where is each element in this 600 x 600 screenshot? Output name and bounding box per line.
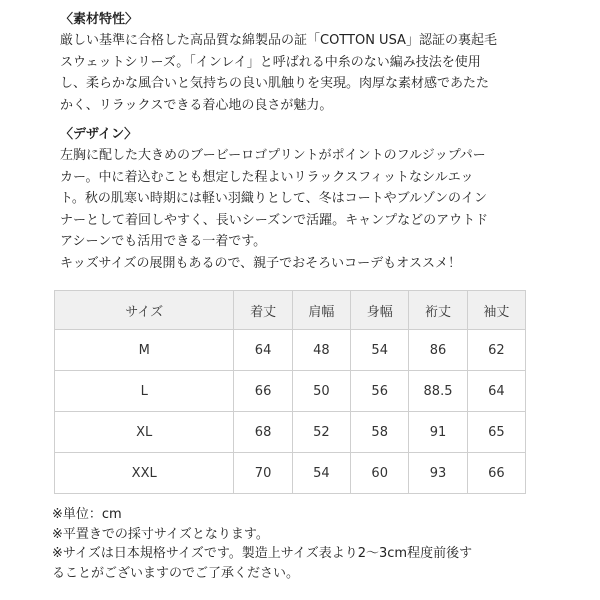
material-text-line: かく、リラックスできる着心地の良さが魅力。 [60, 97, 333, 113]
material-section [60, 10, 580, 116]
header-size: サイズ [55, 291, 234, 330]
size-table [54, 290, 526, 494]
table-cell: 70 [234, 453, 292, 494]
header-shoulder: 肩幅 [292, 291, 350, 330]
design-text-line: カー。中に着込むことも想定した程よいリラックスフィットなシルエッ [60, 169, 474, 185]
table-header-row [55, 291, 526, 330]
table-row [55, 453, 526, 494]
header-yuki: 裄丈 [409, 291, 467, 330]
table-cell: 62 [467, 330, 525, 371]
design-text-line: 左胸に配した大きめのブービーロゴプリントがポイントのフルジップパー [60, 148, 486, 163]
table-cell: 64 [234, 330, 292, 371]
table-cell: 66 [467, 453, 525, 494]
header-length: 着丈 [234, 291, 292, 330]
header-chest: 身幅 [351, 291, 409, 330]
table-cell: 52 [292, 412, 350, 453]
material-text-line: 厳しい基準に合格した高品質な綿製品の証「COTTON USA」認証の裏起毛 [60, 33, 497, 48]
table-cell: 56 [351, 371, 409, 412]
table-cell: 64 [467, 371, 525, 412]
design-title: 〈デザイン〉 [60, 127, 138, 142]
design-text-line: キッズサイズの展開もあるので、親子でおそろいコーデもオススメ！ [60, 255, 462, 271]
design-text-line: ト。秋の肌寒い時期には軽い羽織りとして、冬はコートやブルゾンのイン [60, 191, 488, 206]
material-text-line: スウェットシリーズ。「インレイ」と呼ばれる中糸のない編み技法を使用 [60, 54, 481, 70]
table-row [55, 412, 526, 453]
design-text-line: ナーとして着回しやすく、長いシーズンで活躍。キャンプなどのアウトド [60, 212, 489, 228]
table-cell: 50 [292, 371, 350, 412]
material-text-line: し、柔らかな風合いと気持ちの良い肌触りを実現。肉厚な素材感であたた [60, 76, 490, 91]
note-unit: ※単位：cm [52, 507, 122, 522]
note-standard: ※サイズは日本規格サイズです。製造上サイズ表より2〜3cm程度前後す [52, 546, 473, 561]
material-title: 〈素材特性〉 [60, 12, 139, 27]
table-cell: 54 [292, 453, 350, 494]
table-cell: 58 [351, 412, 409, 453]
design-text-line: アシーンでも活用できる一着です。 [60, 234, 267, 249]
design-section [60, 125, 580, 274]
table-cell: 48 [292, 330, 350, 371]
table-cell: 54 [351, 330, 409, 371]
header-sleeve: 袖丈 [467, 291, 525, 330]
table-row [55, 330, 526, 371]
note-standard-cont: ることがございますのでご了承ください。 [52, 565, 300, 581]
table-cell: XXL [55, 453, 234, 494]
table-cell: L [55, 371, 234, 412]
table-cell: 68 [234, 412, 292, 453]
note-measure: ※平置きでの採寸サイズとなります。 [52, 526, 269, 542]
table-row [55, 371, 526, 412]
table-cell: 60 [351, 453, 409, 494]
table-cell: 86 [409, 330, 467, 371]
table-cell: 93 [409, 453, 467, 494]
notes-section [52, 505, 582, 583]
table-cell: 65 [467, 412, 525, 453]
table-cell: 91 [409, 412, 467, 453]
table-cell: M [55, 330, 234, 371]
table-cell: 66 [234, 371, 292, 412]
table-cell: 88.5 [409, 371, 467, 412]
table-cell: XL [55, 412, 234, 453]
